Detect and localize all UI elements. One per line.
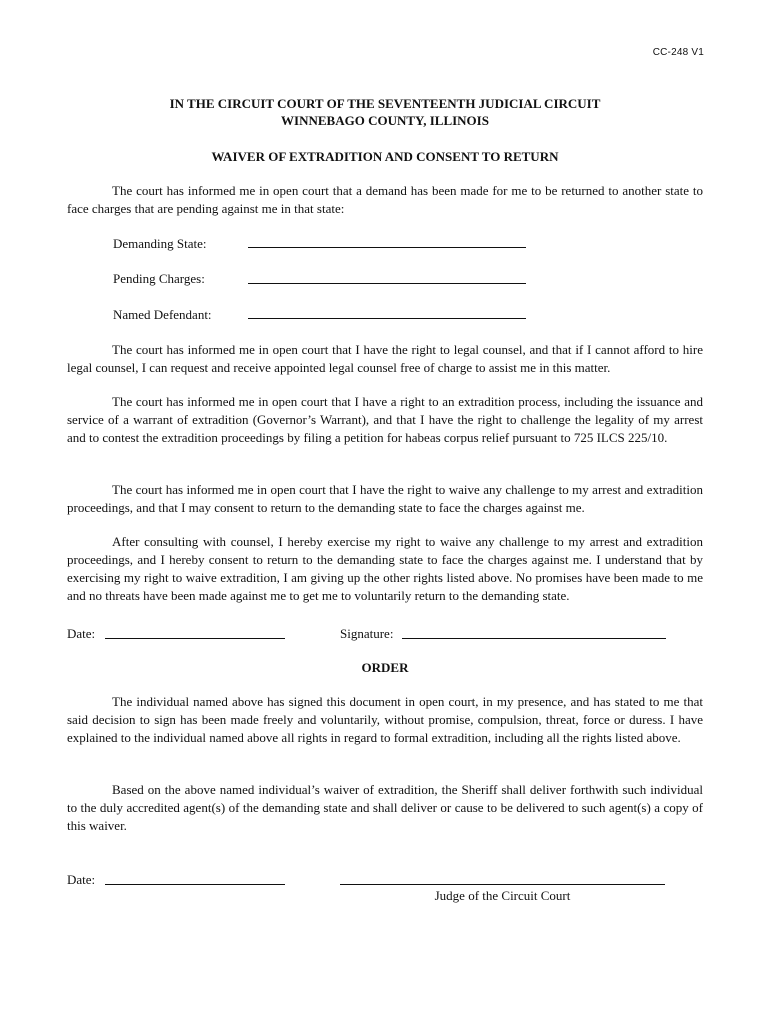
- named-defendant-label: Named Defendant:: [113, 307, 212, 322]
- order-paragraph-1: The individual named above has signed this document in open court, in my presence, and has stated to me that said decision to sign has been made freely and voluntarily, without promise, compulsion, threat, force or duress. I have explained to the individual named above all rights in regard to formal extradition, including all the rights listed above.: [67, 694, 703, 745]
- judge-date-label: Date:: [67, 872, 96, 887]
- waive-right-paragraph: The court has informed me in open court that I have the right to waive any challenge to my arrest and extradition proceedings, and that I may consent to return to the demanding state to face the charges against me.: [67, 482, 703, 515]
- form-code: CC-248 V1: [652, 47, 704, 58]
- demanding-state-label: Demanding State:: [113, 236, 207, 251]
- defendant-date-blank[interactable]: [105, 638, 285, 639]
- counsel-paragraph: The court has informed me in open court that I have the right to legal counsel, and that if I cannot afford to hire legal counsel, I can request and receive appointed legal counsel free of charge to assist me in this matter.: [67, 342, 703, 375]
- demanding-state-blank[interactable]: [248, 247, 526, 248]
- named-defendant-blank[interactable]: [248, 318, 526, 319]
- judge-caption: Judge of the Circuit Court: [434, 888, 571, 903]
- pending-charges-blank[interactable]: [248, 283, 526, 284]
- defendant-signature-label: Signature:: [340, 626, 394, 641]
- order-heading: ORDER: [361, 660, 409, 675]
- defendant-date-label: Date:: [67, 626, 96, 641]
- document-title: WAIVER OF EXTRADITION AND CONSENT TO RETURN: [211, 149, 559, 164]
- pending-charges-row: [113, 270, 248, 287]
- judge-signature-blank[interactable]: [340, 884, 665, 885]
- defendant-signature-blank[interactable]: [402, 638, 666, 639]
- court-name-line1: IN THE CIRCUIT COURT OF THE SEVENTEENTH JUDICIAL CIRCUIT: [169, 96, 601, 111]
- pending-charges-label: Pending Charges:: [113, 271, 205, 286]
- demanding-state-row: [113, 235, 248, 252]
- order-paragraph-2: Based on the above named individual’s waiver of extradition, the Sheriff shall deliver forthwith such individual to the duly accredited agent(s) of the demanding state and shall deliver or cause to be delivered to such agent(s) a copy of this waiver.: [67, 782, 703, 833]
- intro-paragraph: The court has informed me in open court that a demand has been made for me to be returned to another state to face charges that are pending against me in that state:: [67, 183, 703, 216]
- judge-date-blank[interactable]: [105, 884, 285, 885]
- consent-paragraph: After consulting with counsel, I hereby exercise my right to waive any challenge to my arrest and extradition proceedings, and I hereby consent to return to the demanding state to face the charges against me. I understand that by exercising my right to waive extradition, I am giving up the other rights listed above. No promises have been made to me and no threats have been made against me to get me to voluntarily return to the demanding state.: [67, 534, 703, 603]
- extradition-process-paragraph: The court has informed me in open court that I have a right to an extradition process, including the issuance and service of a warrant of extradition (Governor’s Warrant), and that I have the right to challenge the legality of my arrest and to contest the extradition proceedings by filing a petition for habeas corpus relief pursuant to 725 ILCS 225/10.: [67, 394, 703, 445]
- court-name-line2: WINNEBAGO COUNTY, ILLINOIS: [281, 113, 489, 128]
- named-defendant-row: [113, 306, 248, 323]
